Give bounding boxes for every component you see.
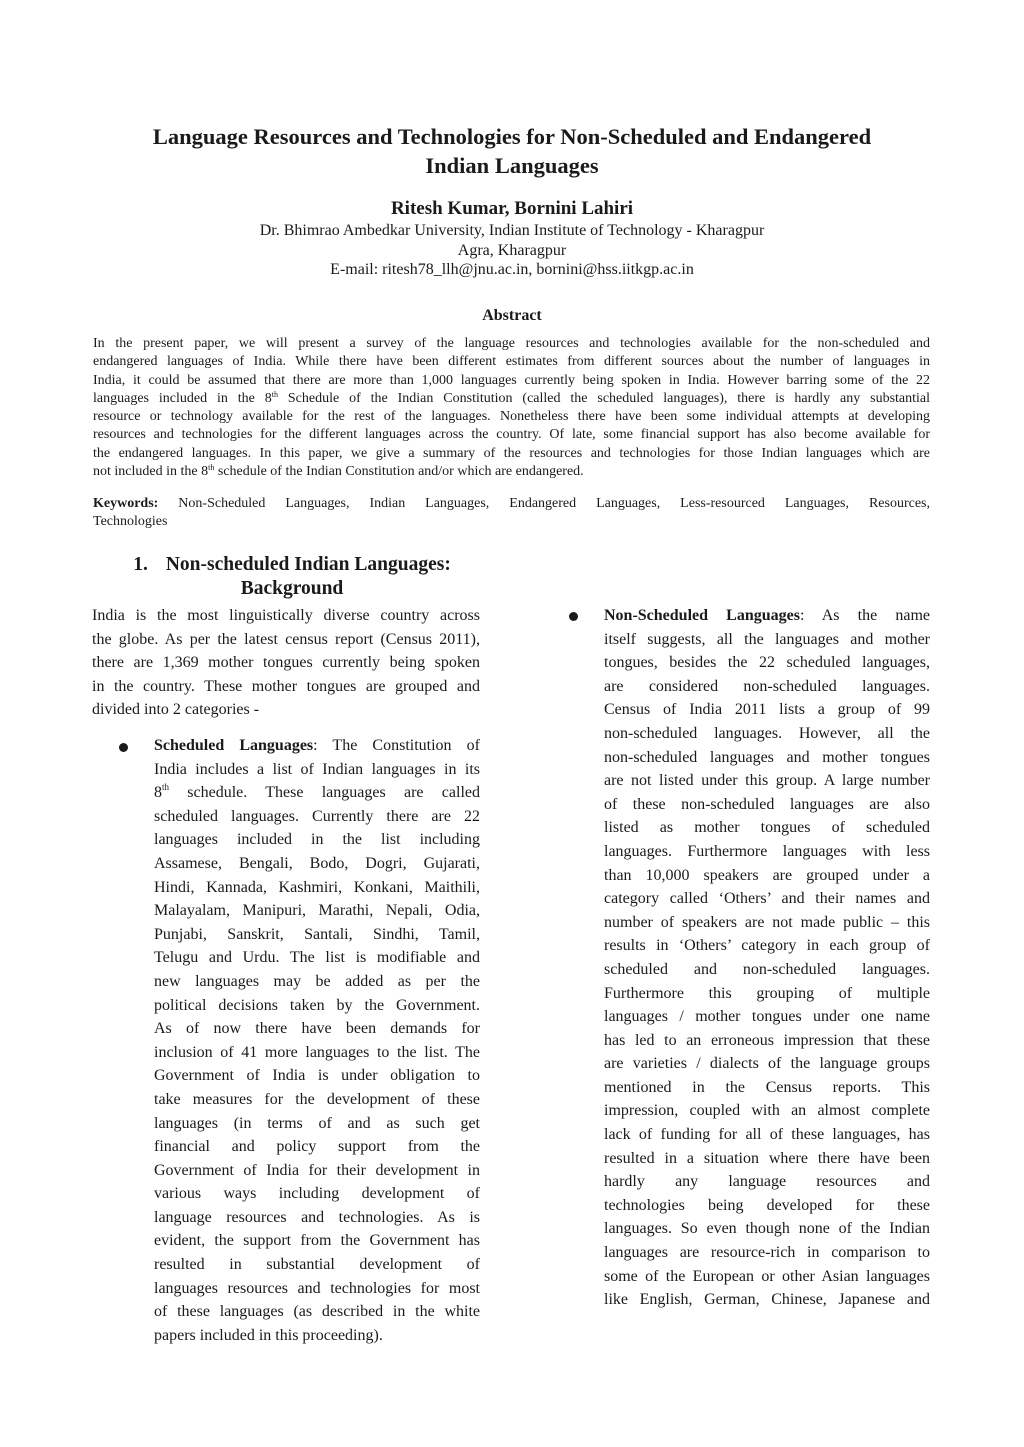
non-scheduled-languages-bullet bbox=[604, 604, 930, 1312]
abstract-heading: Abstract bbox=[482, 307, 542, 324]
scheduled-languages-bullet bbox=[154, 734, 480, 1347]
bullet-line: category called ‘Others’ and their names and bbox=[604, 890, 930, 908]
title-line-2: Indian Languages bbox=[425, 153, 599, 178]
paragraph-line: there are 1,369 mother tongues currently being spoken bbox=[92, 654, 480, 672]
bullet-line: Hindi, Kannada, Kashmiri, Konkani, Maithili, bbox=[154, 878, 480, 896]
bullet-line: hardly any language resources and bbox=[604, 1173, 930, 1191]
bullet-line: of these non-scheduled languages are also bbox=[604, 795, 930, 813]
bullet-line: are varieties / dialects of the language groups bbox=[604, 1055, 930, 1073]
bullet-line: Scheduled Languages: The Constitution of bbox=[154, 737, 480, 754]
bullet-line: various ways including development of bbox=[154, 1185, 480, 1203]
bullet-line: non-scheduled languages and mother tongues bbox=[604, 748, 930, 766]
bullet-line: number of speakers are not made public – this bbox=[604, 913, 930, 931]
section-1-heading bbox=[92, 553, 492, 601]
intro-paragraph bbox=[92, 604, 480, 722]
affiliation-block bbox=[92, 221, 932, 280]
bullet-line: languages. So even though none of the Indian bbox=[604, 1220, 930, 1238]
keywords-label: Keywords: bbox=[93, 496, 159, 511]
bullet-line: like English, German, Chinese, Japanese and bbox=[604, 1291, 930, 1309]
section-title-line-1: Non-scheduled Indian Languages: bbox=[165, 554, 451, 575]
bullet-line: impression, coupled with an almost complete bbox=[604, 1102, 930, 1120]
bullet-line: 8th schedule. These languages are called bbox=[154, 782, 480, 802]
abstract-line: resources and technologies for the different languages across the country. Of late, some financial support has also become available for bbox=[93, 427, 930, 443]
bullet-line: As of now there have been demands for bbox=[154, 1020, 480, 1038]
bullet-line: Government of India for their development in bbox=[154, 1161, 480, 1179]
bullet-line: itself suggests, all the languages and mother bbox=[604, 630, 930, 648]
bullet-line: are not listed under this group. A large number bbox=[604, 772, 930, 790]
abstract-line: not included in the 8th schedule of the Indian Constitution and/or which are endangered. bbox=[93, 463, 584, 480]
bullet-line: Assamese, Bengali, Bodo, Dogri, Gujarati, bbox=[154, 854, 480, 872]
bullet-line: mentioned in the Census reports. This bbox=[604, 1078, 930, 1096]
abstract-line: the endangered languages. In this paper, we give a summary of the resources and technologies for those Indian languages which are bbox=[93, 445, 930, 461]
bullet-line: evident, the support from the Government has bbox=[154, 1232, 480, 1250]
bullet-line: non-scheduled languages. However, all the bbox=[604, 724, 930, 742]
abstract-body bbox=[93, 335, 930, 481]
section-number: 1. bbox=[133, 554, 148, 575]
bullet-line: Punjabi, Sanskrit, Santali, Sindhi, Tamil, bbox=[154, 925, 480, 943]
bullet-line: Malayalam, Manipuri, Marathi, Nepali, Odia, bbox=[154, 902, 480, 920]
bullet-line: financial and policy support from the bbox=[154, 1138, 480, 1156]
email-line: E-mail: ritesh78_llh@jnu.ac.in, bornini@hss.iitkgp.ac.in bbox=[330, 261, 694, 278]
title-line-1: Language Resources and Technologies for Non-Scheduled and Endangered bbox=[152, 124, 872, 149]
paragraph-line: the globe. As per the latest census report (Census 2011), bbox=[92, 630, 480, 648]
bullet-line: has led to an erroneous impression that these bbox=[604, 1031, 930, 1049]
bullet-line: languages included in the list including bbox=[154, 831, 480, 849]
bullet-icon bbox=[569, 612, 578, 621]
bullet-line: papers included in this proceeding). bbox=[154, 1326, 383, 1344]
bullet-line: results in ‘Others’ category in each group of bbox=[604, 937, 930, 955]
bullet-line: than 10,000 speakers are grouped under a bbox=[604, 866, 930, 884]
bullet-line: languages resources and technologies for most bbox=[154, 1279, 480, 1297]
bullet-line: scheduled languages. Currently there are 22 bbox=[154, 807, 480, 825]
bullet-line: languages / mother tongues under one name bbox=[604, 1008, 930, 1026]
bullet-line: languages are resource-rich in comparison to bbox=[604, 1244, 930, 1262]
bullet-line: lack of funding for all of these languages, has bbox=[604, 1126, 930, 1144]
paragraph-line: India is the most linguistically diverse country across bbox=[92, 607, 480, 624]
bullet-line: resulted in a situation where there have been bbox=[604, 1149, 930, 1167]
author-names: Ritesh Kumar, Bornini Lahiri bbox=[390, 198, 634, 219]
bullet-line: of these languages (as described in the white bbox=[154, 1303, 480, 1321]
term-scheduled-languages: Scheduled Languages bbox=[154, 737, 314, 754]
bullet-line: languages (in terms of and as such get bbox=[154, 1114, 480, 1132]
paragraph-line: in the country. These mother tongues are grouped and bbox=[92, 677, 480, 695]
paragraph-line: divided into 2 categories - bbox=[92, 701, 260, 719]
bullet-line: listed as mother tongues of scheduled bbox=[604, 819, 930, 837]
bullet-line: scheduled and non-scheduled languages. bbox=[604, 960, 930, 978]
bullet-line: languages. Furthermore languages with less bbox=[604, 842, 930, 860]
abstract-line: languages included in the 8th Schedule of the Indian Constitution (called the scheduled languages), there is hardly any substantial bbox=[93, 389, 930, 406]
term-non-scheduled-languages: Non-Scheduled Languages bbox=[604, 607, 800, 624]
bullet-line: are considered non-scheduled languages. bbox=[604, 677, 930, 695]
paper-title bbox=[92, 122, 932, 180]
bullet-line: Telugu and Urdu. The list is modifiable and bbox=[154, 949, 480, 967]
bullet-line: technologies being developed for these bbox=[604, 1196, 930, 1214]
affiliation-line-2: Agra, Kharagpur bbox=[457, 241, 567, 259]
bullet-line: inclusion of 41 more languages to the list. The bbox=[154, 1043, 480, 1061]
abstract-line: India, it could be assumed that there are more than 1,000 languages currently being spoken in India. However barring some of the 22 bbox=[93, 372, 930, 388]
bullet-line: some of the European or other Asian languages bbox=[604, 1267, 930, 1285]
bullet-line: resulted in substantial development of bbox=[154, 1256, 480, 1274]
keywords-block bbox=[93, 495, 930, 532]
bullet-icon bbox=[119, 743, 128, 752]
bullet-line: political decisions taken by the Government. bbox=[154, 996, 480, 1014]
abstract-line: In the present paper, we will present a survey of the language resources and technologies available for the non-scheduled and bbox=[93, 336, 930, 351]
bullet-line: language resources and technologies. As is bbox=[154, 1208, 480, 1226]
abstract-line: endangered languages of India. While there have been different estimates from different sources about the number of languages in bbox=[93, 354, 930, 370]
section-title-line-2: Background bbox=[240, 578, 344, 599]
abstract-line: resource or technology available for the rest of the languages. Nonetheless there have been some individual attempts at developing bbox=[93, 409, 930, 425]
bullet-line: Non-Scheduled Languages: As the name bbox=[604, 607, 930, 624]
bullet-line: Government of India is under obligation to bbox=[154, 1067, 480, 1085]
keywords-text-2: Technologies bbox=[93, 514, 168, 530]
bullet-line: Census of India 2011 lists a group of 99 bbox=[604, 701, 930, 719]
keywords-text: Non-Scheduled Languages, Indian Languages, Endangered Languages, Less-resourced Languages, Resources, bbox=[178, 496, 931, 511]
bullet-line: tongues, besides the 22 scheduled languages, bbox=[604, 654, 930, 672]
bullet-line: Furthermore this grouping of multiple bbox=[604, 984, 930, 1002]
bullet-line: new languages may be added as per the bbox=[154, 972, 480, 990]
bullet-line: take measures for the development of these bbox=[154, 1090, 480, 1108]
bullet-line: India includes a list of Indian languages in its bbox=[154, 760, 480, 778]
affiliation-line-1: Dr. Bhimrao Ambedkar University, Indian Institute of Technology - Kharagpur bbox=[259, 222, 765, 239]
